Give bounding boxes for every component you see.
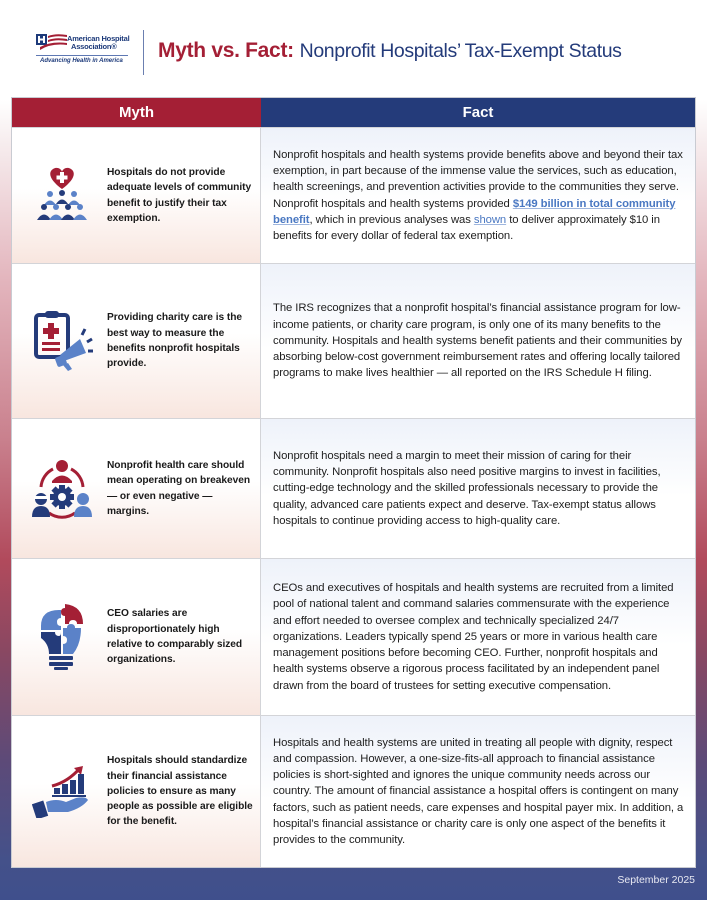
- myth-text: Hospitals should standardize their financial assistance policies to ensure as many people as possible are eligible for the benefit.: [107, 755, 253, 828]
- myth-text: CEO salaries are disproportionately high relative to comparably sized organizations.: [107, 608, 243, 666]
- table-row: [12, 263, 695, 418]
- title-myth-vs-fact: Myth vs. Fact:: [158, 39, 294, 62]
- fact-text: Hospitals and health systems are united in treating all people with dignity, respect and compassion. However, a one-size-fits-all approach to financial assistance policies is short-sighted and ignores the unique community needs across our country. The amount of financial assistance a hospital offers is contingent on many factors, such as patient needs, care expenses and hospital payer mix. In addition, a hospital’s financial assistance or charity care is only one aspect of the benefits it provides to the community.: [273, 736, 684, 846]
- community-heart-icon: [33, 167, 91, 225]
- column-header-myth: Myth: [12, 98, 261, 127]
- fact-text: The IRS recognizes that a nonprofit hospital’s financial assistance program for low-income patients, or charity care program, is only one of its many benefits to the community. Hospitals and health systems benefit patients and their communities by absorbing below-cost government reimbursement rates and offering locally tailored programs to make lives healthier — all reported on the IRS Schedule H filing.: [273, 302, 682, 380]
- myth-text: Providing charity care is the best way to measure the benefits nonprofit hospitals provide.: [107, 312, 242, 370]
- fact-cell: [261, 716, 695, 867]
- logo-tagline: Advancing Health in America: [40, 58, 123, 64]
- page-header: [0, 0, 707, 96]
- myth-cell: [12, 419, 261, 558]
- myth-text: Nonprofit health care should mean operating on breakeven — or even negative — margins.: [107, 459, 251, 517]
- table-row: [12, 127, 695, 263]
- aha-logo[interactable]: [36, 34, 131, 74]
- table-row: [12, 715, 695, 867]
- logo-name-line2: Association®: [71, 42, 117, 51]
- fact-cell: [261, 128, 695, 263]
- logo-name-line1: American Hospital: [67, 34, 130, 43]
- table-row: [12, 418, 695, 558]
- myth-text: Hospitals do not provide adequate levels of community benefit to justify their tax exemption.: [107, 166, 252, 224]
- myth-fact-table: [11, 97, 696, 868]
- fact-text-part: , which in previous analyses was: [309, 213, 474, 226]
- team-gear-icon: [31, 459, 93, 519]
- shown-link[interactable]: shown: [473, 213, 507, 226]
- title-subject: Nonprofit Hospitals’ Tax-Exempt Status: [299, 40, 622, 62]
- myth-cell: [12, 559, 261, 715]
- fact-text-part: Nonprofit hospitals and health systems provide benefits above and beyond their tax exemption, in part because of the immense value the services, such as education, health screenings, and prevention activities provide to the communities they serve. Nonprofit hospitals and health systems provided: [273, 148, 683, 210]
- logo-divider: [36, 55, 128, 56]
- aha-h-flag-icon: [36, 34, 68, 52]
- fact-cell: [261, 264, 695, 418]
- puzzle-lightbulb-icon: [37, 604, 87, 670]
- fact-cell: [261, 419, 695, 558]
- clipboard-megaphone-icon: [30, 309, 94, 373]
- fact-text: CEOs and executives of hospitals and health systems are recruited from a limited pool of national talent and command salaries commensurate with the experience and effort needed to oversee complex and technically specialized 24/7 organizations. Leaders typically spend 25 years or more in various health care management positions before becoming CEO. Further, nonprofit hospitals and health systems observe a rigorous process facilitated by an independent panel drawn from the board of trustees for setting executive compensation.: [273, 582, 674, 692]
- fact-text: [273, 147, 685, 244]
- myth-cell: [12, 128, 261, 263]
- table-row: [12, 558, 695, 715]
- table-header: [12, 98, 695, 127]
- publication-date: September 2025: [617, 874, 695, 886]
- myth-cell: [12, 264, 261, 418]
- header-divider: [143, 30, 144, 75]
- column-header-fact: Fact: [261, 98, 695, 127]
- myth-cell: [12, 716, 261, 867]
- page-title: [158, 38, 622, 64]
- aha-logo-name: [67, 35, 129, 51]
- fact-cell: [261, 559, 695, 715]
- fact-text-part: to deliver approximately $10 in benefits for every dollar of federal tax exemption.: [273, 213, 660, 242]
- fact-text: Nonprofit hospitals need a margin to meet their mission of caring for their community. Nonprofit hospitals also need positive margins to invest in facilities, cutting-edge technology and the skilled professionals necessary to provide the quality, advanced care patients expect and deserve. Tax-exempt status allows hospitals to continue providing access to high-quality care.: [273, 449, 661, 527]
- hand-growth-chart-icon: [32, 766, 92, 818]
- community-benefit-link[interactable]: $149 billion in total community benefit: [273, 197, 676, 226]
